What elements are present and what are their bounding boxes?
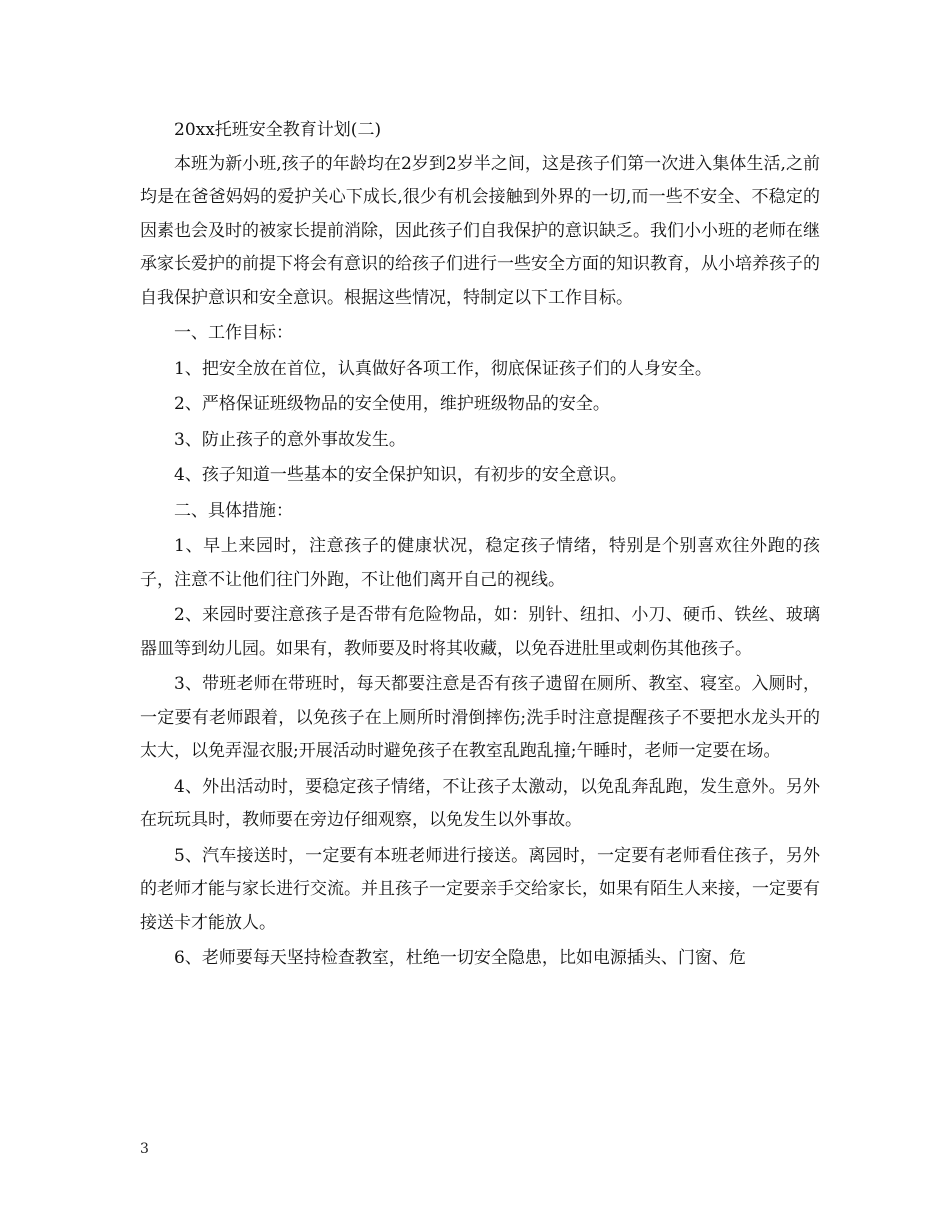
- measure-item: 1、早上来园时，注意孩子的健康状况，稳定孩子情绪，特别是个别喜欢往外跑的孩子，注意不让他们往门外跑，不让他们离开自己的视线。: [140, 536, 820, 590]
- document-title: 20xx托班安全教育计划(二): [174, 120, 382, 140]
- intro-paragraph: 本班为新小班,孩子的年龄均在2岁到2岁半之间，这是孩子们第一次进入集体生活,之前均是在爸爸妈妈的爱护关心下成长,很少有机会接触到外界的一切,而一些不安全、不稳定的因素也会及时的被家长提前消除，因此孩子们自我保护的意识缺乏。我们小小班的老师在继承家长爱护的前提下将会有意识的给孩子们进行一些安全方面的知识教育，从小培养孩子的自我保护意识和安全意识。根据这些情况，特制定以下工作目标。: [140, 153, 820, 308]
- measure-item: 4、外出活动时，要稳定孩子情绪，不让孩子太激动，以免乱奔乱跑，发生意外。另外在玩玩具时，教师要在旁边仔细观察，以免发生以外事故。: [140, 776, 820, 830]
- goal-item: 1、把安全放在首位，认真做好各项工作，彻底保证孩子们的人身安全。: [174, 358, 712, 379]
- measure-item: 5、汽车接送时，一定要有本班老师进行接送。离园时，一定要有老师看住孩子，另外的老师才能与家长进行交流。并且孩子一定要亲手交给家长，如果有陌生人来接，一定要有接送卡才能放人。: [140, 845, 820, 933]
- page-number: 3: [140, 1141, 149, 1157]
- document-body: [140, 114, 820, 976]
- goal-item: 4、孩子知道一些基本的安全保护知识，有初步的安全意识。: [174, 465, 627, 485]
- measure-item: 3、带班老师在带班时，每天都要注意是否有孩子遗留在厕所、教室、寝室。入厕时，一定要有老师跟着，以免孩子在上厕所时滑倒摔伤;洗手时注意提醒孩子不要把水龙头开的太大，以免弄湿衣服;开展活动时避免孩子在教室乱跑乱撞;午睡时，老师一定要在场。: [140, 674, 820, 761]
- measure-item: 6、老师要每天坚持检查教室，杜绝一切安全隐患，比如电源插头、门窗、危: [174, 948, 746, 968]
- measure-item: 2、来园时要注意孩子是否带有危险物品，如：别针、纽扣、小刀、硬币、铁丝、玻璃器皿等到幼儿园。如果有，教师要及时将其收藏，以免吞进肚里或刺伤其他孩子。: [140, 605, 820, 659]
- goal-item: 2、严格保证班级物品的安全使用，维护班级物品的安全。: [174, 394, 610, 414]
- section-heading-measures: 二、具体措施：: [174, 500, 293, 521]
- goal-item: 3、防止孩子的意外事故发生。: [174, 429, 406, 450]
- section-heading-goals: 一、工作目标：: [174, 323, 293, 343]
